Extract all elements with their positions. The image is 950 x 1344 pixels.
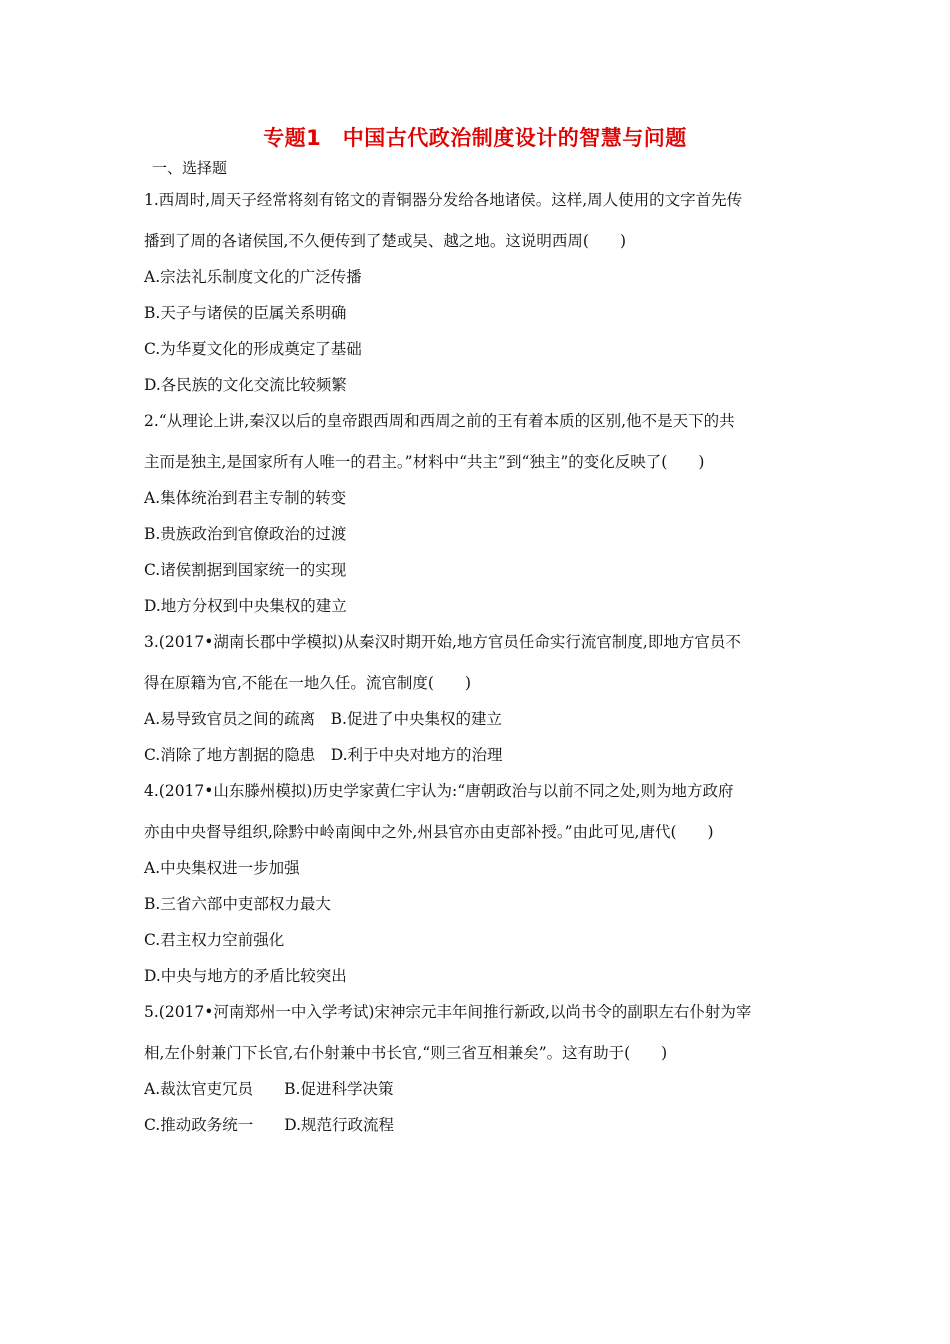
question-4-option-c: C.君主权力空前强化 xyxy=(144,931,285,949)
question-3-options-line-2: C.消除了地方割据的隐患 D.利于中央对地方的治理 xyxy=(144,746,503,764)
question-2-option-b: B.贵族政治到官僚政治的过渡 xyxy=(144,525,347,543)
question-2-option-a: A.集体统治到君主专制的转变 xyxy=(144,489,347,507)
question-1-option-a: A.宗法礼乐制度文化的广泛传播 xyxy=(144,268,362,286)
question-3-options-line-1: A.易导致官员之间的疏离 B.促进了中央集权的建立 xyxy=(144,710,502,728)
page-title: 专题1 中国古代政治制度设计的智慧与问题 xyxy=(263,126,687,150)
question-2-stem-line-1: 2.“从理论上讲,秦汉以后的皇帝跟西周和西周之前的王有着本质的区别,他不是天下的共 xyxy=(144,412,735,430)
question-5-options-line-2: C.推动政务统一 D.规范行政流程 xyxy=(144,1116,395,1134)
question-4-option-b: B.三省六部中吏部权力最大 xyxy=(144,895,331,913)
question-1-option-d: D.各民族的文化交流比较频繁 xyxy=(144,376,347,394)
question-1-option-c: C.为华夏文化的形成奠定了基础 xyxy=(144,340,362,358)
section-heading: 一、选择题 xyxy=(152,159,228,177)
question-4-option-a: A.中央集权进一步加强 xyxy=(144,859,300,877)
question-2-stem-line-2: 主而是独主,是国家所有人唯一的君主。”材料中“共主”到“独主”的变化反映了( ) xyxy=(144,453,705,471)
question-4-stem-line-2: 亦由中央督导组织,除黔中岭南闽中之外,州县官亦由吏部补授。”由此可见,唐代( ) xyxy=(144,823,714,841)
question-3-stem-line-1: 3.(2017•湖南长郡中学模拟)从秦汉时期开始,地方官员任命实行流官制度,即地方官员不 xyxy=(144,633,741,651)
question-5-stem-line-1: 5.(2017•河南郑州一中入学考试)宋神宗元丰年间推行新政,以尚书令的副职左右仆射为宰 xyxy=(144,1003,752,1021)
question-5-stem-line-2: 相,左仆射兼门下长官,右仆射兼中书长官,“则三省互相兼矣”。这有助于( ) xyxy=(144,1044,668,1062)
question-2-option-c: C.诸侯割据到国家统一的实现 xyxy=(144,561,347,579)
question-2-option-d: D.地方分权到中央集权的建立 xyxy=(144,597,347,615)
question-5-options-line-1: A.裁汰官吏冗员 B.促进科学决策 xyxy=(144,1080,394,1098)
question-4-stem-line-1: 4.(2017•山东滕州模拟)历史学家黄仁宇认为:“唐朝政治与以前不同之处,则为地方政府 xyxy=(144,782,734,800)
question-1-option-b: B.天子与诸侯的臣属关系明确 xyxy=(144,304,347,322)
question-3-stem-line-2: 得在原籍为官,不能在一地久任。流官制度( ) xyxy=(144,674,472,692)
question-1-stem-line-2: 播到了周的各诸侯国,不久便传到了楚或吴、越之地。这说明西周( ) xyxy=(144,232,627,250)
question-1-stem-line-1: 1.西周时,周天子经常将刻有铭文的青铜器分发给各地诸侯。这样,周人使用的文字首先传 xyxy=(144,191,743,209)
question-4-option-d: D.中央与地方的矛盾比较突出 xyxy=(144,967,347,985)
